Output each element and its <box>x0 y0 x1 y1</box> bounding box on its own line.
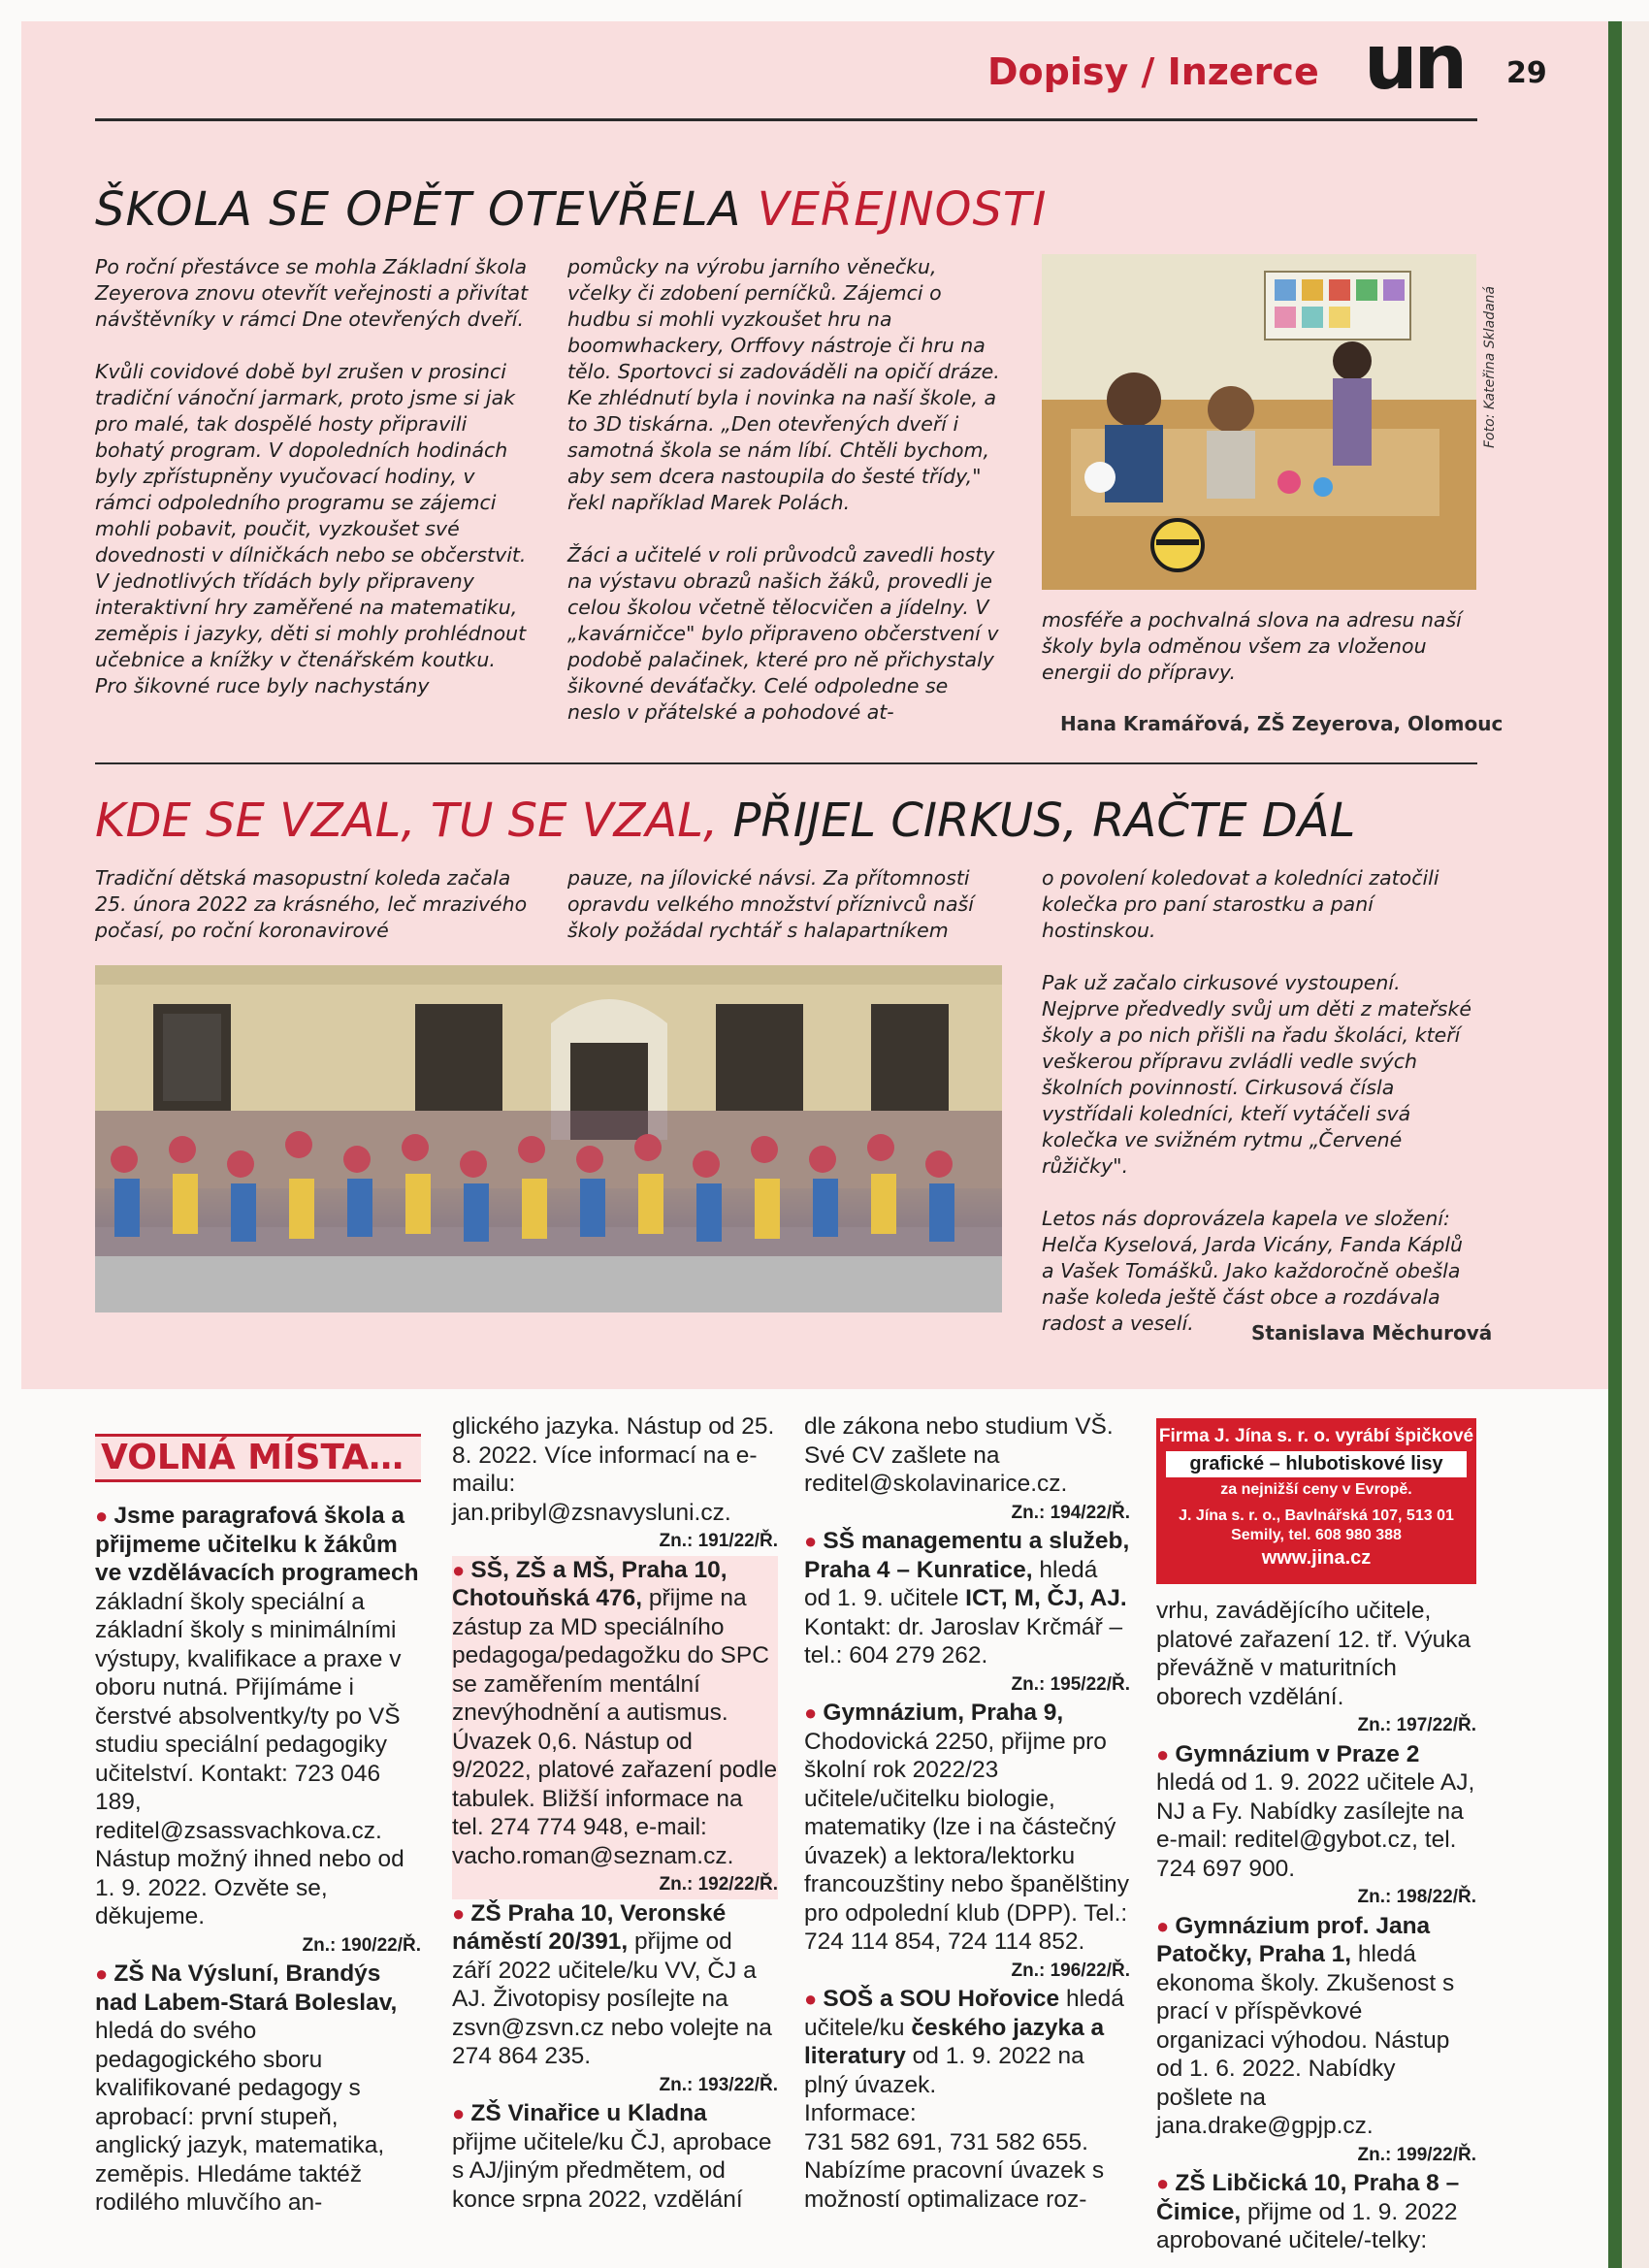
bullet-icon: ● <box>804 1529 824 1553</box>
article1-title-part2: VEŘEJNOSTI <box>757 182 1048 237</box>
ad-horovice-info-label: Informace: <box>804 2100 917 2126</box>
article1-paragraph: Žáci a učitelé v roli průvodců zavedli hosty na výstavu obrazů našich žáků, provedli je celou školou včetně tělocvičen a jídelny. V „kavárničce" bylo připraveno občerstvení v podobě palačinek, které pro ně přichystaly šikovné deváťačky. Celé odpoledne se neslo v přátelské a pohodové at- <box>567 543 999 724</box>
article1-column-3: mosféře a pochvalná slova na adresu naší školy byla odměnou všem za vloženou energii do přípravy. <box>1042 608 1462 684</box>
jina-phone: Semily, tel. 608 980 388 <box>1231 1527 1402 1543</box>
ad-193-heading: ZŠ Praha 10, Veronské náměstí 20/391, <box>452 1899 727 1955</box>
jina-website: www.jina.cz <box>1261 1547 1372 1569</box>
bullet-icon: ● <box>1156 1913 1176 1938</box>
ad-190-heading: Jsme paragrafová škola a přijmeme učitelku k žákům ve vzdělávacích programech <box>95 1503 419 1586</box>
ad-197 <box>1156 1597 1476 1740</box>
article1-title-part1: ŠKOLA SE OPĚT OTEVŘELA <box>95 182 758 237</box>
ad-horovice-phone: 731 582 691, 731 582 655. <box>804 2128 1088 2155</box>
ad-brandys <box>95 1960 421 2218</box>
ad-193-code: Zn.: 193/22/Ř. <box>659 2074 778 2095</box>
article1-column-1 <box>95 254 530 726</box>
page-number: 29 <box>1506 56 1547 90</box>
next-page-edge <box>1622 21 1649 2268</box>
bullet-icon: ● <box>452 1900 471 1926</box>
ad-vinarice-heading: ZŠ Vinařice u Kladna <box>470 2100 707 2126</box>
ad-libcicka-heading: ZŠ Libčická 10, Praha 8 – Čimice, <box>1156 2170 1460 2225</box>
article2-column-3 <box>1042 865 1476 1363</box>
ad-193-text: přijme od září 2022 učitele/ku VV, ČJ a AJ. Životopisy posílejte na zsvn@zsvn.cz nebo volejte na 274 864 235. <box>452 1928 772 2069</box>
ad-horovice <box>804 1985 1130 2214</box>
bullet-icon: ● <box>95 1504 114 1528</box>
ad-191-code: Zn.: 191/22/Ř. <box>659 1531 778 1551</box>
ad-194-text: dle zákona nebo studium VŠ. Své CV zašlete na reditel@skolavinarice.cz. <box>804 1413 1114 1497</box>
classifieds-column-3 <box>804 1412 1130 2214</box>
ad-197-text: vrhu, zavádějícího učitele, platové zařazení 12. tř. Výuka převážně v maturitních oborech vzdělání. <box>1156 1598 1471 1710</box>
ad-194-code: Zn.: 194/22/Ř. <box>1011 1502 1130 1523</box>
article2-column-2: pauze, na jílovické návsi. Za přítomnosti opravdu velkého množství příznivců naší školy požádal rychtář s halapartníkem <box>567 866 974 942</box>
ad-horovice-offer: Nabízíme pracovní úvazek s možností optimalizace roz- <box>804 2157 1105 2213</box>
magazine-logo: un <box>1364 19 1465 107</box>
ad-196 <box>804 1699 1130 1985</box>
bullet-icon: ● <box>452 2101 471 2125</box>
ad-libcicka <box>1156 2169 1476 2255</box>
ad-195 <box>804 1527 1130 1699</box>
ad-193 <box>452 1899 778 2100</box>
ad-199-code: Zn.: 199/22/Ř. <box>1357 2144 1476 2165</box>
bullet-icon: ● <box>452 1557 471 1582</box>
jina-line2: grafické – hlubotiskové lisy <box>1166 1451 1467 1477</box>
article1-paragraph: pomůcky na výrobu jarního věnečku, včelky či zdobení perníčků. Zájemci o hudbu si mohli vyzkoušet hru na boomwhackery, Orffovy nástroje či hru na tělo. Sportovci si zadováděli na opičí dráze. Ke zhlédnutí byla i novinka na naší škole, a to 3D tiskárna. „Den otevřených dveří i samotná škola se nám líbí. Chtěli bychom, aby sem dcera nastoupila do šesté třídy," řekl například Marek Polách. <box>567 255 1000 514</box>
ad-198 <box>1156 1740 1476 1912</box>
bullet-icon: ● <box>1156 2171 1176 2195</box>
article1-title <box>95 182 1047 237</box>
ad-198-text: hledá od 1. 9. 2022 učitele AJ, NJ a Fy. Nabídky zasílejte na e-mail: reditel@gybot.cz, tel. 724 697 900. <box>1156 1769 1475 1882</box>
ad-horovice-start: od 1. 9. 2022 na plný úvazek. <box>804 2043 1084 2098</box>
jina-address: J. Jína s. r. o., Bavlnářská 107, 513 01 <box>1179 1507 1454 1524</box>
article2-paragraph: Pak už začalo cirkusové vystoupení. Nejprve předvedly svůj um děti z mateřské školy a po nich přišli na řadu školáci, kteří veškerou přípravu zvládli vedle svých školních povinností. Cirkusová čísla vystřídali koledníci, kteří vytáčeli svá kolečka ve svižném rytmu „Červené růžičky". <box>1042 971 1471 1178</box>
ad-199-text: hledá ekonoma školy. Zkušenost s prací v příspěvkové organizaci výhodou. Nástup od 1. 6. 2022. Nabídky pošlete na jana.drake@gpjp.cz. <box>1156 1941 1455 2139</box>
ad-190-text: základní školy speciální a základní školy s minimálními výstupy, kvalifikace a praxe v oboru nutná. Přijímáme i čerstvé absolventky/ty po VŠ studiu speciální pedagogiky učitelství. Kontakt: 723 046 189, reditel@zsassvachkova.cz. Nástup možný ihned nebo od 1. 9. 2022. Ozvěte se, děkujeme. <box>95 1588 404 1929</box>
header-rule <box>95 118 1477 121</box>
ad-horovice-heading: SOŠ a SOU Hořovice <box>823 1986 1060 2012</box>
jina-advert <box>1156 1418 1476 1584</box>
ad-196-code: Zn.: 196/22/Ř. <box>1011 1960 1130 1981</box>
article-divider <box>95 762 1477 764</box>
classroom-photo <box>1042 254 1476 590</box>
article2-title-part1: KDE SE VZAL, TU SE VZAL, <box>95 794 733 848</box>
ad-brandys-text: hledá do svého pedagogického sboru kvalifikované pedagogy s aprobací: první stupeň, anglický jazyk, matematika, zeměpis. Hledáme taktéž rodilého mluvčího an- <box>95 2018 385 2216</box>
ad-195-code: Zn.: 195/22/Ř. <box>1011 1673 1130 1695</box>
ad-198-heading: Gymnázium v Praze 2 <box>1175 1740 1420 1767</box>
article2-signature: Stanislava Měchurová <box>1251 1321 1493 1345</box>
ad-199 <box>1156 1912 1476 2170</box>
ad-191 <box>452 1412 778 1556</box>
ad-194 <box>804 1412 1130 1527</box>
carnival-photo-illustration <box>95 965 1002 1312</box>
ad-horovice-subject: českého jazyka a literatury <box>804 2014 1105 2069</box>
article2-title <box>95 794 1355 848</box>
bullet-icon: ● <box>804 1701 824 1725</box>
bullet-icon: ● <box>95 1961 114 1986</box>
classifieds-column-2 <box>452 1412 778 2214</box>
ad-vinarice-text: přijme učitele/ku ČJ, aprobace s AJ/jiným předmětem, od konce srpna 2022, vzdělání <box>452 2128 772 2213</box>
ad-199-heading: Gymnázium prof. Jana Patočky, Praha 1, <box>1156 1912 1431 1967</box>
ad-196-heading: Gymnázium, Praha 9, <box>823 1700 1064 1726</box>
article2-paragraph: Letos nás doprovázela kapela ve složení: Helča Kyselová, Jarda Vicány, Fanda Káplů a Vašek Tomášků. Jako každoročně obešla naše koleda ještě část obce a rozdávala radost a veselí. <box>1042 1207 1464 1335</box>
classifieds-column-1 <box>95 1502 421 2218</box>
ad-vinarice <box>452 2099 778 2214</box>
ad-191-text: glického jazyka. Nástup od 25. 8. 2022. Více informací na e-mailu: jan.pribyl@zsnavysluni.cz. <box>452 1413 775 1526</box>
ad-195-heading: SŠ managementu a služeb, Praha 4 – Kunratice, <box>804 1528 1130 1583</box>
ad-198-code: Zn.: 198/22/Ř. <box>1357 1887 1476 1907</box>
side-color-strip <box>1608 21 1622 2268</box>
ad-192 <box>452 1556 778 1899</box>
carnival-group-photo <box>95 965 1002 1312</box>
volna-mista-heading: VOLNÁ MÍSTA… <box>95 1434 421 1482</box>
ad-192-code: Zn.: 192/22/Ř. <box>659 1874 778 1895</box>
ad-190-code: Zn.: 190/22/Ř. <box>302 1934 421 1956</box>
jina-line1: Firma J. Jína s. r. o. vyrábí špičkové <box>1158 1426 1474 1446</box>
section-heading: Dopisy / Inzerce <box>987 50 1319 93</box>
article1-column-2 <box>567 254 1002 752</box>
jina-line3: za nejnižší ceny v Evropě. <box>1220 1481 1412 1498</box>
ad-195-text: hledá od 1. 9. učitele <box>804 1556 1098 1611</box>
article1-paragraph: Po roční přestávce se mohla Základní škola Zeyerova znovu otevřít veřejnosti a přivítat návštěvníky v rámci Dne otevřených dveří. <box>95 255 529 331</box>
ad-192-text: přijme na zástup za MD speciálního pedagoga/pedagožku do SPC se zaměřením mentální znevýhodnění a autismus. Úvazek 0,6. Nástup od 9/2022, platové zařazení podle tabulek. Bližší informace na tel. 274 774 948, e-mail: vacho.roman@seznam.cz. <box>452 1585 778 1869</box>
ad-libcicka-text: přijme od 1. 9. 2022 aprobované učitele/-telky: <box>1156 2198 1458 2253</box>
ad-197-code: Zn.: 197/22/Ř. <box>1357 1715 1476 1735</box>
article1-signature: Hana Kramářová, ZŠ Zeyerova, Olomouc <box>1060 712 1504 735</box>
ad-195-contact: Kontakt: dr. Jaroslav Krčmář – tel.: 604 279 262. <box>804 1613 1123 1669</box>
ad-brandys-heading: ZŠ Na Výsluní, Brandýs nad Labem-Stará Boleslav, <box>95 1960 398 2016</box>
bullet-icon: ● <box>804 1987 824 2011</box>
article2-paragraph: o povolení koledovat a koledníci zatočili kolečka pro paní starostku a paní hostinskou. <box>1042 866 1439 942</box>
ad-196-text: Chodovická 2250, přijme pro školní rok 2022/23 učitele/učitelku biologie, matematiky (lze i na částečný úvazek) a lektora/lektorku francouzštiny nebo španělštiny pro odpolední klub (DPP). Tel.: 724 114 854, 724 114 852. <box>804 1728 1130 1955</box>
article1-paragraph: Kvůli covidové době byl zrušen v prosinci tradiční vánoční jarmark, proto jsme si jak pro malé, tak dospělé hosty připravili bohatý program. V dopoledních hodinách byly zpřístupněny vyučovací hodiny, v rámci odpoledního programu se zájemci mohli pobavit, poučit, vyzkoušet své dovednosti v dílničkách nebo se občerstvit. V jednotlivých třídách byly připraveny interaktivní hry zaměřené na matematiku, zeměpis i jazyky, děti si mohly prohlédnout učebnice a knížky v čtenářském koutku. Pro šikovné ruce byly nachystány <box>95 360 527 697</box>
ad-horovice-text: hledá učitele/ku <box>804 1986 1124 2041</box>
ad-190 <box>95 1502 421 1960</box>
ad-195-subjects: ICT, M, ČJ, AJ. <box>965 1585 1127 1611</box>
classroom-photo-illustration <box>1042 254 1476 590</box>
article2-title-part2: PŘIJEL CIRKUS, RAČTE DÁL <box>732 794 1356 848</box>
classifieds-column-4 <box>1156 1597 1476 2255</box>
bullet-icon: ● <box>1156 1741 1176 1766</box>
photo-credit: Foto: Kateřina Skladaná <box>1482 285 1498 448</box>
article2-column-1: Tradiční dětská masopustní koleda začala 25. února 2022 za krásného, leč mrazivého počasí, po roční koronavirové <box>95 866 528 942</box>
ad-192-heading: SŠ, ZŠ a MŠ, Praha 10, Chotouňská 476, <box>452 1556 728 1611</box>
